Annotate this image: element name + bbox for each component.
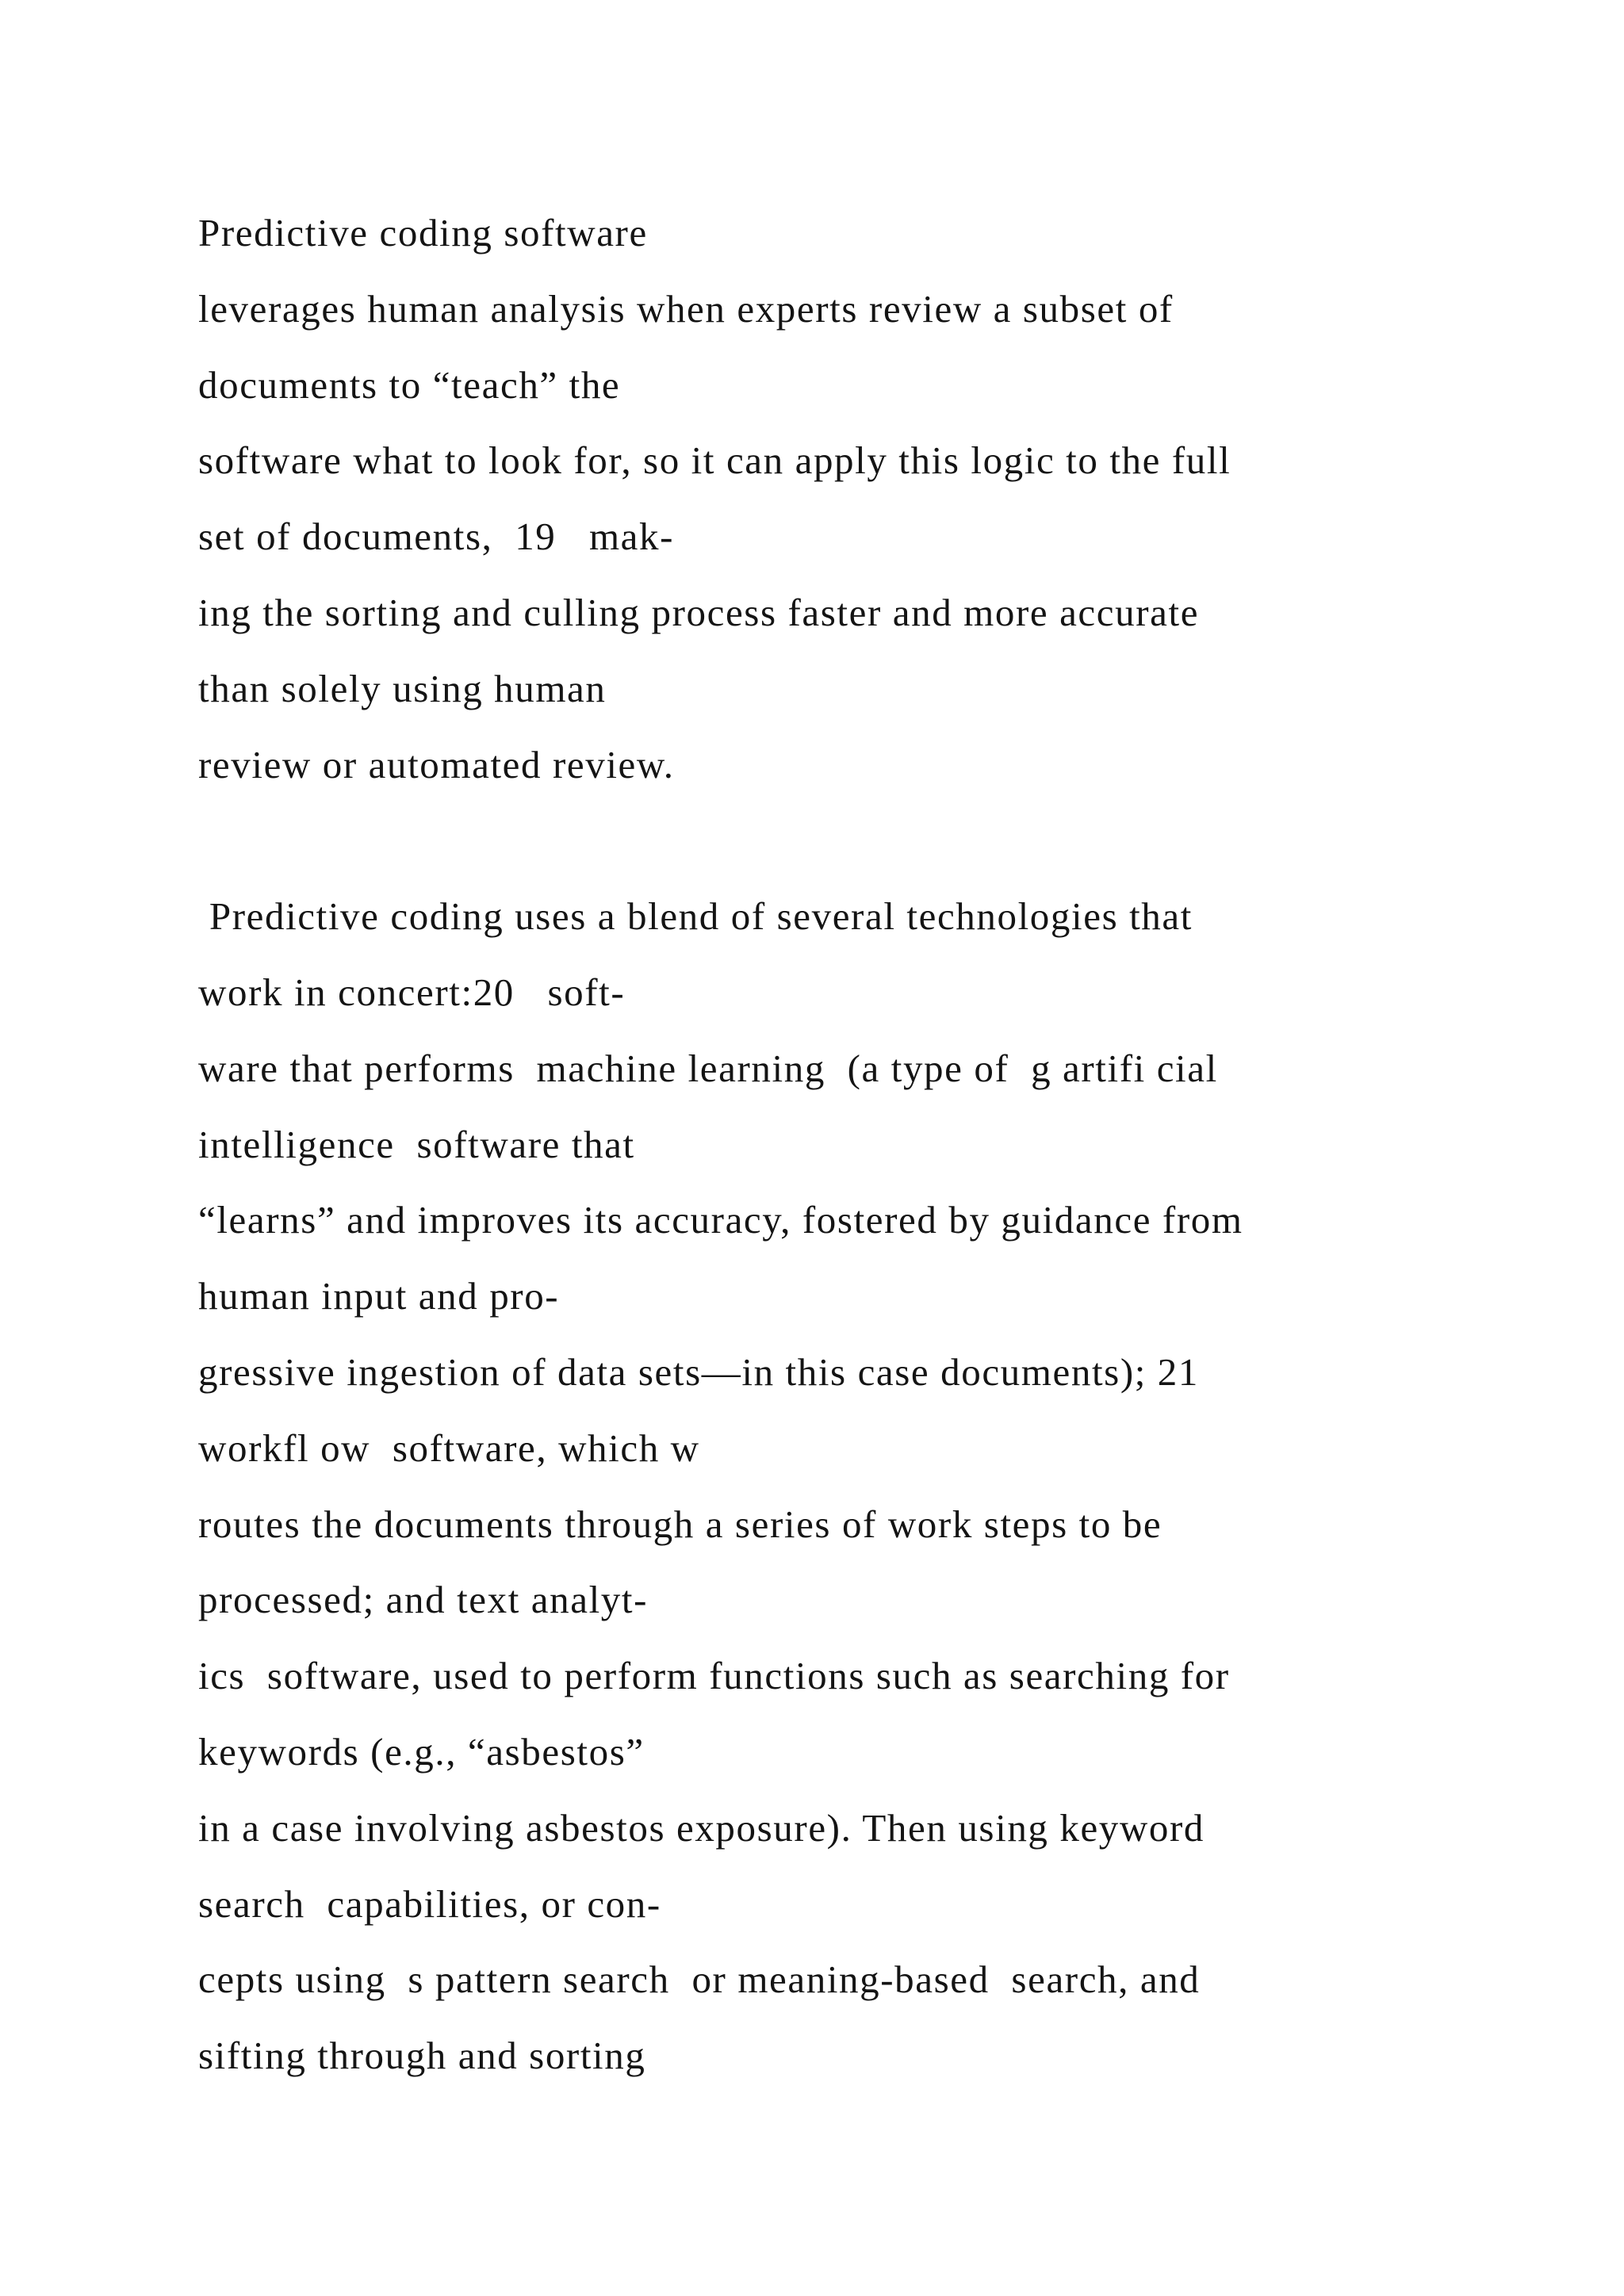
text-line: software what to look for, so it can apply this logic to the full (198, 438, 1231, 483)
paragraph-2 (198, 878, 1546, 2094)
text-line: keywords (e.g., “asbestos” (198, 1729, 645, 1774)
text-line: review or automated review. (198, 742, 675, 786)
text-line: work in concert:20 soft- (198, 970, 626, 1014)
text-line: intelligence software that (198, 1122, 635, 1166)
text-line: Predictive coding uses a blend of several technologies that (198, 894, 1193, 939)
text-line: leverages human analysis when experts review a subset of (198, 286, 1174, 331)
text-line: workfl ow software, which w (198, 1425, 700, 1470)
text-line: processed; and text analyt- (198, 1578, 649, 1622)
text-line: in a case involving asbestos exposure). Then using keyword (198, 1805, 1205, 1850)
text-line: than solely using human (198, 666, 607, 710)
text-line: “learns” and improves its accuracy, fostered by guidance from (198, 1198, 1243, 1242)
document-body (198, 195, 1546, 2094)
text-line: Predictive coding software (198, 211, 648, 254)
text-line: sifting through and sorting (198, 2034, 646, 2078)
text-line: search capabilities, or con- (198, 1881, 661, 1926)
paragraph-1 (198, 195, 1546, 802)
text-line: cepts using s pattern search or meaning-based search, and (198, 1957, 1201, 2002)
text-line: human input and pro- (198, 1274, 560, 1318)
text-line: ics software, used to perform functions such as searching for (198, 1654, 1230, 1698)
text-line: documents to “teach” the (198, 362, 621, 407)
text-line: ware that performs machine learning (a type of g artifi cial (198, 1046, 1218, 1090)
paragraph-spacer (198, 802, 1546, 878)
text-line: routes the documents through a series of work steps to be (198, 1502, 1162, 1546)
text-line: gressive ingestion of data sets—in this case documents); 21 (198, 1349, 1200, 1394)
text-line: set of documents, 19 mak- (198, 515, 675, 559)
text-line: ing the sorting and culling process faster and more accurate (198, 590, 1200, 634)
